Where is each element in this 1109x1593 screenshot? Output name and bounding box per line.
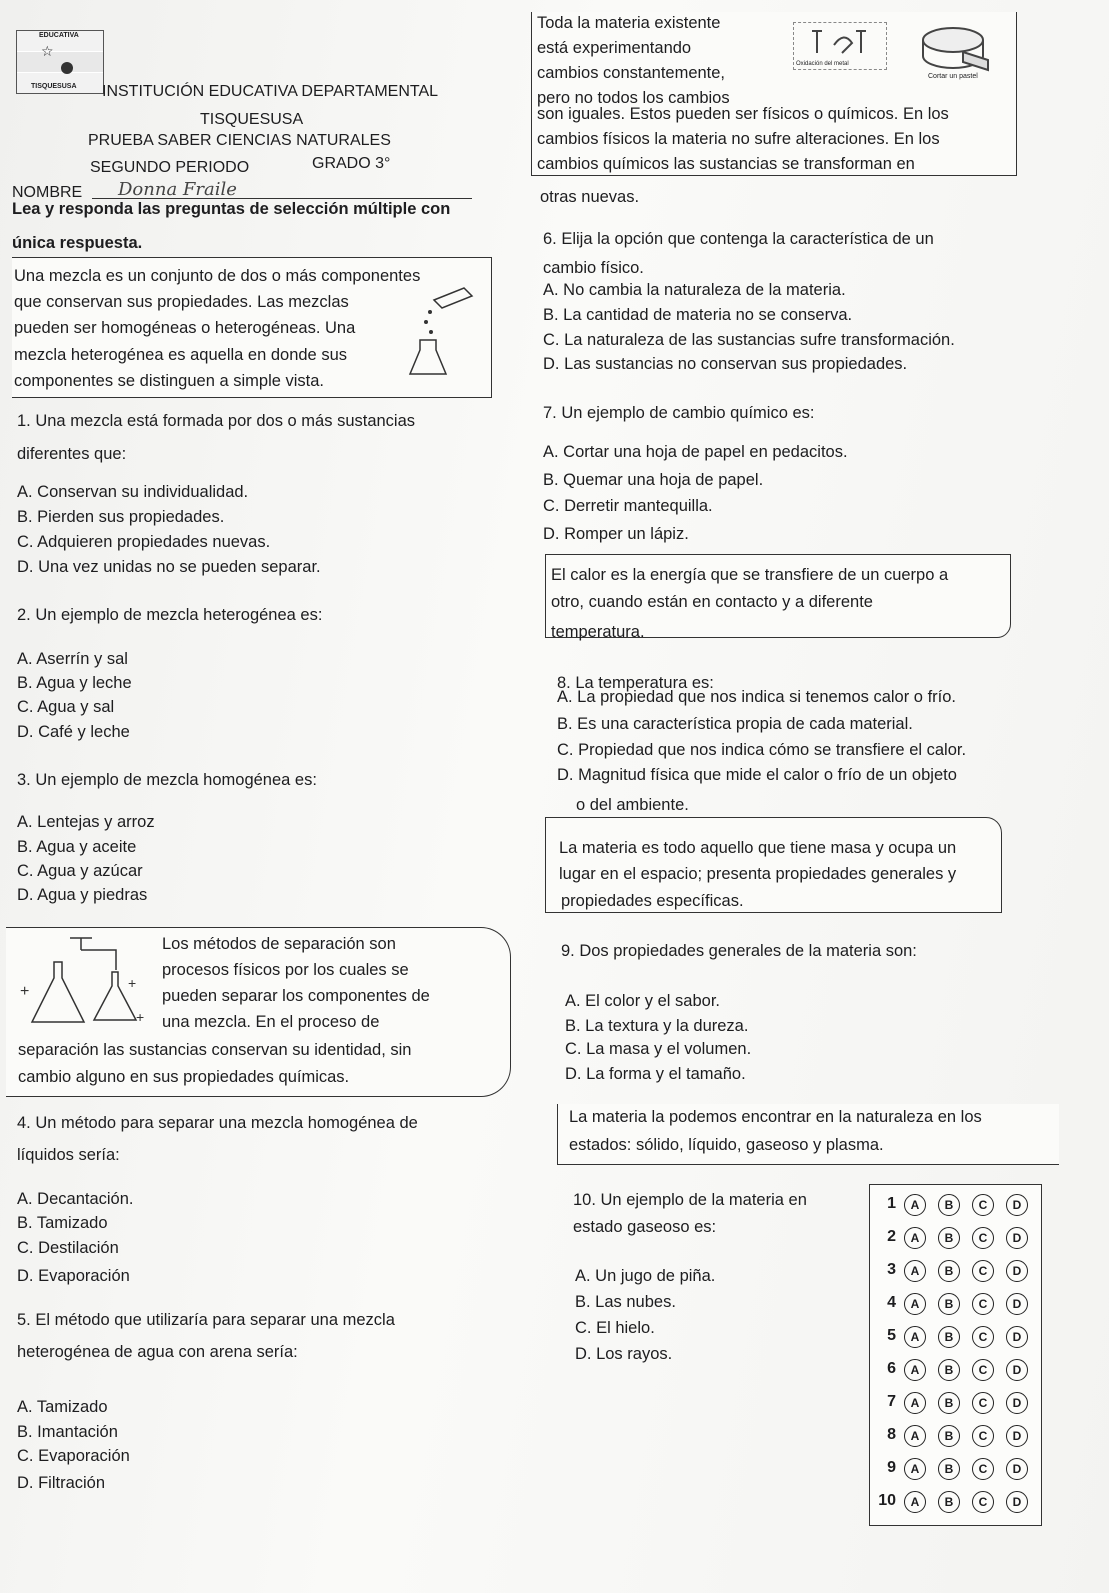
answer-bubble-c[interactable]: C: [972, 1458, 994, 1480]
answer-bubble-d[interactable]: D: [1006, 1227, 1028, 1249]
answer-row-number: 5: [887, 1327, 896, 1344]
answer-bubble-b[interactable]: B: [938, 1425, 960, 1447]
answer-bubble-c[interactable]: C: [972, 1425, 994, 1447]
q3-text: 3. Un ejemplo de mezcla homogénea es:: [17, 771, 317, 789]
q4-text: 4. Un método para separar una mezcla homogénea de: [17, 1114, 418, 1132]
q7-option-c: C. Derretir mantequilla.: [543, 497, 713, 515]
separation-line: separación las sustancias conservan su identidad, sin: [18, 1041, 412, 1059]
answer-bubble-a[interactable]: A: [904, 1458, 926, 1480]
q9-option-a: A. El color y el sabor.: [565, 992, 720, 1010]
answer-row: [870, 1420, 1041, 1452]
test-tube-flask-icon: [404, 282, 484, 382]
q4-option-c: C. Destilación: [17, 1239, 119, 1257]
q1-option-b: B. Pierden sus propiedades.: [17, 508, 225, 526]
q9-text: 9. Dos propiedades generales de la materia son:: [561, 942, 917, 960]
answer-row-number: 9: [887, 1459, 896, 1476]
changes-line: está experimentando: [537, 39, 692, 57]
answer-row: [870, 1387, 1041, 1419]
answer-bubble-b[interactable]: B: [938, 1392, 960, 1414]
answer-row-number: 8: [887, 1426, 896, 1443]
q2-option-c: C. Agua y sal: [17, 698, 115, 716]
q6-option-a: A. No cambia la naturaleza de la materia.: [543, 281, 846, 299]
instructions-line-1: Lea y responda las preguntas de selección múltiple con: [12, 200, 451, 218]
cake-icon: [908, 22, 1008, 78]
q7-option-a: A. Cortar una hoja de papel en pedacitos.: [543, 443, 848, 461]
cake-illustration: [908, 22, 1008, 78]
answer-bubble-a[interactable]: A: [904, 1194, 926, 1216]
answer-bubble-c[interactable]: C: [972, 1326, 994, 1348]
answer-bubble-a[interactable]: A: [904, 1425, 926, 1447]
separation-line: Los métodos de separación son: [162, 935, 396, 953]
changes-line: pero no todos los cambios: [537, 89, 730, 107]
answer-bubble-b[interactable]: B: [938, 1458, 960, 1480]
q6-option-d: D. Las sustancias no conservan sus propiedades.: [543, 355, 908, 373]
answer-row: [870, 1189, 1041, 1221]
separation-line: cambio alguno en sus propiedades químicas.: [18, 1068, 350, 1086]
q2-option-d: D. Café y leche: [17, 723, 130, 741]
answer-bubble-b[interactable]: B: [938, 1359, 960, 1381]
answer-row-number: 10: [878, 1492, 896, 1509]
answer-row: [870, 1288, 1041, 1320]
svg-text:+: +: [136, 1009, 145, 1025]
q10-option-b: B. Las nubes.: [575, 1293, 676, 1311]
emblem-icon: [61, 62, 73, 74]
heat-line: temperatura.: [551, 623, 645, 641]
lab-flasks-icon: [18, 932, 158, 1032]
changes-line: cambios químicos las sustancias se transforman en: [537, 155, 915, 173]
grade: GRADO 3°: [312, 155, 391, 172]
answer-sheet: [869, 1184, 1042, 1526]
mixture-line: Una mezcla es un conjunto de dos o más componentes: [14, 267, 421, 285]
svg-text:+: +: [20, 983, 30, 1000]
rusting-caption: Oxidación del metal: [796, 61, 849, 67]
q1-option-c: C. Adquieren propiedades nuevas.: [17, 533, 271, 551]
logo-text-top: EDUCATIVA: [39, 32, 79, 39]
q10-option-a: A. Un jugo de piña.: [575, 1267, 716, 1285]
q1-option-a: A. Conservan su individualidad.: [17, 483, 249, 501]
answer-row-number: 7: [887, 1393, 896, 1410]
heat-line: otro, cuando están en contacto y a diferente: [551, 593, 873, 611]
name-label: NOMBRE: [12, 184, 83, 201]
answer-bubble-c[interactable]: C: [972, 1227, 994, 1249]
mixture-line: pueden ser homogéneas o heterogéneas. Una: [14, 319, 356, 337]
answer-bubble-a[interactable]: A: [904, 1326, 926, 1348]
q9-option-b: B. La textura y la dureza.: [565, 1017, 749, 1035]
town-name: TISQUESUSA: [200, 111, 304, 128]
period: SEGUNDO PERIODO: [90, 159, 250, 176]
q7-text: 7. Un ejemplo de cambio químico es:: [543, 404, 815, 422]
answer-bubble-d[interactable]: D: [1006, 1194, 1028, 1216]
answer-row-number: 4: [887, 1294, 896, 1311]
q8-option-a: A. La propiedad que nos indica si tenemos calor o frío.: [557, 688, 956, 706]
answer-bubble-d[interactable]: D: [1006, 1458, 1028, 1480]
answer-bubble-b[interactable]: B: [938, 1227, 960, 1249]
answer-bubble-b[interactable]: B: [938, 1293, 960, 1315]
mixture-line: que conservan sus propiedades. Las mezclas: [14, 293, 349, 311]
states-line: La materia la podemos encontrar en la naturaleza en los: [569, 1108, 982, 1126]
q4-option-d: D. Evaporación: [17, 1267, 130, 1285]
q2-option-a: A. Aserrín y sal: [17, 650, 128, 668]
answer-bubble-a[interactable]: A: [904, 1491, 926, 1513]
q2-option-b: B. Agua y leche: [17, 674, 132, 692]
answer-bubble-a[interactable]: A: [904, 1293, 926, 1315]
student-name: Donna Fraile: [118, 179, 237, 200]
answer-bubble-b[interactable]: B: [938, 1260, 960, 1282]
answer-bubble-b[interactable]: B: [938, 1326, 960, 1348]
q6-option-c: C. La naturaleza de las sustancias sufre transformación.: [543, 331, 955, 349]
q8-option-d-cont: o del ambiente.: [576, 796, 689, 814]
answer-bubble-b[interactable]: B: [938, 1491, 960, 1513]
heat-line: El calor es la energía que se transfiere de un cuerpo a: [551, 566, 949, 584]
q8-option-d: D. Magnitud física que mide el calor o frío de un objeto: [557, 766, 957, 784]
answer-row: [870, 1255, 1041, 1287]
logo-text-bottom: TISQUESUSA: [31, 83, 77, 90]
q4-text: líquidos sería:: [17, 1146, 120, 1164]
instructions-line-2: única respuesta.: [12, 234, 143, 252]
answer-row-number: 3: [887, 1261, 896, 1278]
answer-bubble-c[interactable]: C: [972, 1194, 994, 1216]
cake-caption: Cortar un pastel: [928, 73, 978, 80]
answer-bubble-d[interactable]: D: [1006, 1491, 1028, 1513]
q10-text: 10. Un ejemplo de la materia en: [573, 1191, 807, 1209]
answer-row: [870, 1453, 1041, 1485]
q1-option-d: D. Una vez unidas no se pueden separar.: [17, 558, 321, 576]
rusting-nails-illustration: [793, 22, 887, 70]
q3-option-a: A. Lentejas y arroz: [17, 813, 155, 831]
q4-option-a: A. Decantación.: [17, 1190, 134, 1208]
answer-row: [870, 1354, 1041, 1386]
changes-line: cambios constantemente,: [537, 64, 726, 82]
school-logo: [16, 30, 104, 94]
q5-text: 5. El método que utilizaría para separar una mezcla: [17, 1311, 395, 1329]
q6-option-b: B. La cantidad de materia no se conserva.: [543, 306, 853, 324]
answer-bubble-d[interactable]: D: [1006, 1326, 1028, 1348]
changes-line: son iguales. Estos pueden ser físicos o químicos. En los: [537, 105, 949, 123]
q7-option-b: B. Quemar una hoja de papel.: [543, 471, 764, 489]
q2-text: 2. Un ejemplo de mezcla heterogénea es:: [17, 606, 323, 624]
q5-option-c: C. Evaporación: [17, 1447, 130, 1465]
answer-bubble-c[interactable]: C: [972, 1359, 994, 1381]
q3-option-c: C. Agua y azúcar: [17, 862, 143, 880]
answer-bubble-d[interactable]: D: [1006, 1425, 1028, 1447]
answer-bubble-c[interactable]: C: [972, 1491, 994, 1513]
q3-option-d: D. Agua y piedras: [17, 886, 148, 904]
answer-bubble-a[interactable]: A: [904, 1260, 926, 1282]
answer-bubble-a[interactable]: A: [904, 1359, 926, 1381]
q7-option-d: D. Romper un lápiz.: [543, 525, 689, 543]
answer-bubble-c[interactable]: C: [972, 1392, 994, 1414]
answer-row-number: 2: [887, 1228, 896, 1245]
answer-bubble-d[interactable]: D: [1006, 1260, 1028, 1282]
answer-bubble-d[interactable]: D: [1006, 1359, 1028, 1381]
changes-line: otras nuevas.: [540, 188, 640, 206]
q1-text: 1. Una mezcla está formada por dos o más sustancias: [17, 412, 416, 430]
answer-row: [870, 1222, 1041, 1254]
separation-line: procesos físicos por los cuales se: [162, 961, 409, 979]
changes-line: cambios físicos la materia no sufre alteraciones. En los: [537, 130, 940, 148]
answer-bubble-a[interactable]: A: [904, 1392, 926, 1414]
answer-bubble-a[interactable]: A: [904, 1227, 926, 1249]
answer-bubble-d[interactable]: D: [1006, 1392, 1028, 1414]
q10-option-c: C. El hielo.: [575, 1319, 655, 1337]
answer-row: [870, 1321, 1041, 1353]
q8-text: 8. La temperatura es:: [557, 674, 714, 692]
answer-bubble-b[interactable]: B: [938, 1194, 960, 1216]
mixture-line: componentes se distinguen a simple vista.: [14, 372, 325, 390]
q10-option-d: D. Los rayos.: [575, 1345, 673, 1363]
mixture-line: mezcla heterogénea es aquella en donde sus: [14, 346, 347, 364]
separation-line: una mezcla. En el proceso de: [162, 1013, 380, 1031]
changes-line: Toda la materia existente: [537, 14, 721, 32]
svg-text:+: +: [128, 975, 137, 991]
star-icon: ☆: [41, 43, 54, 59]
states-line: estados: sólido, líquido, gaseoso y plasma.: [569, 1136, 884, 1154]
q6-text: 6. Elija la opción que contenga la característica de un: [543, 230, 934, 248]
q6-text: cambio físico.: [543, 259, 644, 277]
answer-row-number: 1: [887, 1195, 896, 1212]
institution-name: INSTITUCIÓN EDUCATIVA DEPARTAMENTAL: [102, 83, 439, 100]
answer-bubble-d[interactable]: D: [1006, 1293, 1028, 1315]
q9-option-c: C. La masa y el volumen.: [565, 1040, 752, 1058]
q5-text: heterogénea de agua con arena sería:: [17, 1343, 298, 1361]
answer-row-number: 6: [887, 1360, 896, 1377]
q4-option-b: B. Tamizado: [17, 1214, 108, 1232]
q3-option-b: B. Agua y aceite: [17, 838, 137, 856]
q8-option-b: B. Es una característica propia de cada material.: [557, 715, 913, 733]
q1-text: diferentes que:: [17, 445, 127, 463]
matter-line: La materia es todo aquello que tiene masa y ocupa un: [559, 839, 957, 857]
answer-row: [870, 1486, 1041, 1518]
answer-bubble-c[interactable]: C: [972, 1293, 994, 1315]
separation-line: pueden separar los componentes de: [162, 987, 430, 1005]
q10-text: estado gaseoso es:: [573, 1218, 717, 1236]
q5-option-d: D. Filtración: [17, 1474, 106, 1492]
q5-option-b: B. Imantación: [17, 1423, 118, 1441]
test-name: PRUEBA SABER CIENCIAS NATURALES: [88, 132, 391, 149]
q5-option-a: A. Tamizado: [17, 1398, 108, 1416]
matter-line: lugar en el espacio; presenta propiedades generales y: [559, 865, 957, 883]
answer-bubble-c[interactable]: C: [972, 1260, 994, 1282]
matter-line: propiedades específicas.: [561, 892, 744, 910]
q9-option-d: D. La forma y el tamaño.: [565, 1065, 746, 1083]
q8-option-c: C. Propiedad que nos indica cómo se transfiere el calor.: [557, 741, 967, 759]
